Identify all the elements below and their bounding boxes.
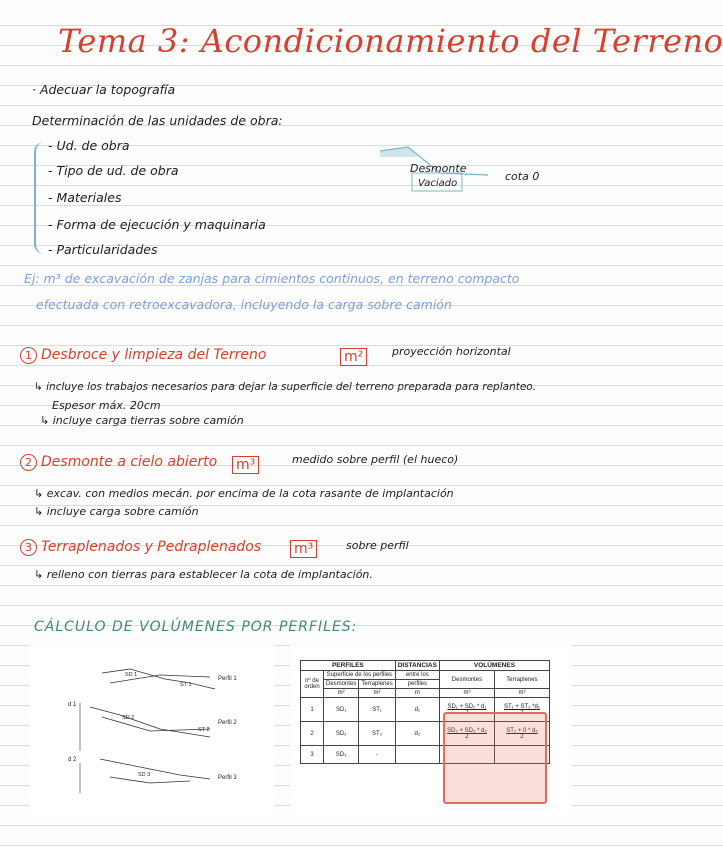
section-1-note: Espesor máx. 20cm: [52, 399, 161, 412]
list-item: - Tipo de ud. de obra: [48, 163, 179, 178]
cell: ST₂ + 0 * d₂ 2: [494, 722, 549, 746]
area-label: ST 2: [198, 727, 210, 733]
volume-table-panel: [290, 645, 572, 813]
section-3-title: Terraplenados y Pedraplenados: [41, 539, 262, 555]
section-1-number: 1: [20, 347, 37, 364]
profile-label: Perfil 1: [218, 676, 237, 682]
example-line-2: efectuada con retroexcavadora, incluyendo la carga sobre camión: [36, 297, 452, 312]
unit-cell: m³: [439, 689, 494, 698]
unit-cell: m³: [494, 689, 549, 698]
profile-label: Perfil 2: [218, 720, 237, 726]
distance-label: d 2: [68, 757, 77, 763]
section-2-note: ↳ incluye carga sobre camión: [34, 505, 199, 518]
area-label: SD 3: [138, 772, 151, 778]
section-2-title: Desmonte a cielo abierto: [41, 454, 218, 470]
list-item: - Ud. de obra: [48, 138, 130, 153]
col-header: Desmontes: [324, 680, 359, 689]
col-header: Desmontes: [439, 671, 494, 689]
section-3-number: 3: [20, 539, 37, 556]
cell: [395, 746, 439, 764]
cota-label: cota 0: [505, 170, 540, 183]
cell: ST₁: [359, 698, 395, 722]
list-item: - Forma de ejecución y maquinaria: [48, 217, 266, 232]
cell: ST₁ + ST₂ *d₁ 2: [494, 698, 549, 722]
table-group-header: DISTANCIAS: [395, 661, 439, 671]
col-header: orden: [304, 684, 320, 690]
cell: d₂: [395, 722, 439, 746]
section-1-title: Desbroce y limpieza del Terreno: [41, 347, 267, 363]
cell: SD₂ + SD₃ * d₂ 2: [439, 722, 494, 746]
section-1-heading: [20, 347, 266, 364]
section-2-note: ↳ excav. con medios mecán. por encima de la cota rasante de implantación: [34, 487, 454, 500]
section-2-unit: m³: [232, 457, 259, 473]
section-3-heading: [20, 539, 261, 556]
cell: 1: [301, 698, 324, 722]
area-label: SD 2: [122, 715, 135, 721]
section-1-note: ↳ incluye carga tierras sobre camión: [40, 414, 244, 427]
unit-cell: m²: [324, 689, 359, 698]
area-label: SD 1: [125, 672, 138, 678]
table-group-header: VOLÚMENES: [439, 661, 549, 671]
page-title: Tema 3: Acondicionamiento del Terreno: [58, 22, 723, 60]
col-header: entre los: [395, 671, 439, 680]
calc-heading: CÁLCULO DE VOLÚMENES POR PERFILES:: [34, 619, 358, 635]
cell: 2: [301, 722, 324, 746]
list-item: - Particularidades: [48, 242, 158, 257]
section-2-unit-note: medido sobre perfil (el hueco): [292, 453, 459, 466]
distance-label: d 1: [68, 702, 77, 708]
col-header: Terraplenes: [359, 680, 395, 689]
unit-cell: m: [395, 689, 439, 698]
vaciado-label: Vaciado: [418, 178, 458, 189]
intro-line: · Adecuar la topografía: [32, 82, 176, 97]
section-3-unit-note: sobre perfil: [346, 539, 409, 552]
desmonte-label: Desmonte: [410, 162, 467, 175]
cell: d₁: [395, 698, 439, 722]
section-3-note: ↳ relleno con tierras para establecer la cota de implantación.: [34, 568, 373, 581]
cell: SD₁ + SD₂ * d₁ 2: [439, 698, 494, 722]
cell: -: [359, 746, 395, 764]
section-1-note: ↳ incluye los trabajos necesarios para dejar la superficie del terreno preparada para replanteo.: [34, 381, 537, 393]
section-1-unit: m²: [340, 349, 367, 365]
determination-heading: Determinación de las unidades de obra:: [32, 113, 283, 128]
col-header: Terraplenes: [494, 671, 549, 689]
table-group-header: PERFILES: [301, 661, 396, 671]
unit-cell: m²: [359, 689, 395, 698]
section-3-unit: m³: [290, 541, 317, 557]
profile-label: Perfil 3: [218, 775, 237, 781]
section-2-heading: [20, 454, 217, 471]
volume-highlight: [443, 712, 547, 804]
col-header: perfiles: [395, 680, 439, 689]
profile-diagram: [30, 645, 274, 813]
list-item: - Materiales: [48, 190, 122, 205]
list-brace: [34, 142, 46, 254]
section-2-number: 2: [20, 454, 37, 471]
cell: SD₁: [324, 698, 359, 722]
cell: SD₃: [324, 746, 359, 764]
section-1-unit-note: proyección horizontal: [392, 345, 511, 358]
cell: 3: [301, 746, 324, 764]
col-header: nº de: [305, 678, 319, 684]
title-underline: [60, 62, 580, 68]
area-label: ST 1: [180, 682, 192, 688]
col-header: Superficie de los perfiles: [324, 671, 396, 680]
cell: SD₂: [324, 722, 359, 746]
example-line-1: Ej: m³ de excavación de zanjas para cimientos continuos, en terreno compacto: [24, 271, 520, 286]
cell: ST₂: [359, 722, 395, 746]
